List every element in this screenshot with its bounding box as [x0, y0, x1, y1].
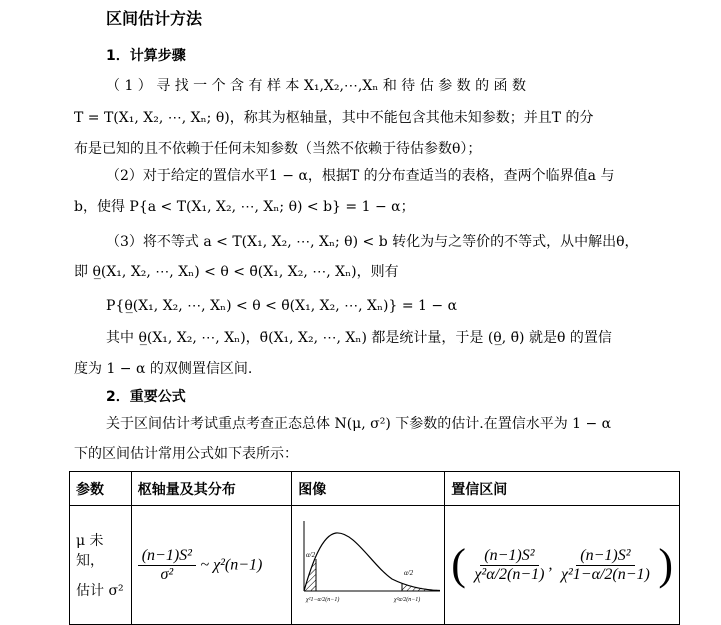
table-header-row — [70, 472, 680, 506]
cell-param — [70, 506, 132, 625]
interval-lower-denominator: χ²α/2(n−1) — [474, 565, 545, 583]
paragraph-line-7: 即 θ̲(X₁, X₂, ⋯, Xₙ) < θ < θ̄(X₁, X₂, ⋯, Xₙ)，则有 — [74, 264, 399, 280]
paragraph-line-3: 布是已知的且不依赖于任何未知参数（当然不依赖于待估参数θ）； — [74, 141, 482, 157]
cell-pivot — [131, 506, 292, 625]
header-pivot: 枢轴量及其分布 — [131, 472, 292, 506]
paragraph-line-6: （3）将不等式 a < T(X₁, X₂, ⋯, Xₙ; θ) < b 转化为与之等价的不等式，从中解出θ， — [106, 234, 639, 250]
param-line-2: 估计 σ² — [76, 583, 124, 599]
header-param: 参数 — [70, 472, 132, 506]
left-critical-value: χ²1−α/2(n−1) — [306, 597, 340, 603]
interval-upper-numerator: (n−1)S² — [576, 547, 634, 566]
pivot-numerator: (n−1)S² — [138, 547, 196, 566]
header-interval: 置信区间 — [445, 472, 680, 506]
interval-lower-numerator: (n−1)S² — [480, 547, 538, 566]
section-1-heading: 1．计算步骤 — [106, 48, 186, 64]
cell-interval: ( $\frac{\text{(n−1)S²}}{\text{χ²α/2(n−1)}}$ , $\frac{\text{(n−1)S²}}{\text{χ²1−α/2(n−1)}}$ ) — [445, 506, 680, 625]
density-curve — [304, 533, 440, 591]
formula-line: P{θ̲(X₁, X₂, ⋯, Xₙ) < θ < θ̄(X₁, X₂, ⋯, Xₙ)} = 1 − α — [106, 298, 458, 314]
param-line-1: μ 未知， — [76, 533, 104, 569]
paragraph-line-5: b，使得 P{a < T(X₁, X₂, ⋯, Xₙ; θ) < b} = 1 − α； — [74, 199, 415, 215]
paragraph-line-4: （2）对于给定的置信水平1 − α，根据T 的分布查适当的表格，查两个临界值a 与 — [106, 168, 615, 184]
page-title: 区间估计方法 — [106, 9, 203, 28]
section-2-line-1: 关于区间估计考试重点考查正态总体 N(μ, σ²) 下参数的估计.在置信水平为 1 − α — [106, 416, 612, 432]
interval-upper — [557, 547, 654, 584]
paragraph-line-1: （ 1 ） 寻 找 一 个 含 有 样 本 X₁,X₂,⋯,Xₙ 和 待 估 参 数 的 函 数 — [106, 78, 526, 94]
paragraph-line-8: 其中 θ̲(X₁, X₂, ⋯, Xₙ)，θ̄(X₁, X₂, ⋯, Xₙ) 都是统计量，于是 (θ̲, θ̄) 就是θ 的置信 — [106, 330, 612, 346]
pivot-fraction — [138, 547, 196, 584]
interval-upper-denominator: χ²1−α/2(n−1) — [560, 565, 650, 583]
chi-square-density-graph — [292, 513, 444, 613]
section-2-heading: 2．重要公式 — [106, 389, 186, 405]
interval-lower — [470, 547, 548, 584]
right-critical-value: χ²α/2(n−1) — [394, 597, 421, 603]
section-2-line-2: 下的区间估计常用公式如下表所示： — [74, 446, 298, 462]
paragraph-line-2: T = T(X₁, X₂, ⋯, Xₙ; θ)，称其为枢轴量，其中不能包含其他未知参数；并且T 的分 — [74, 110, 594, 126]
pivot-distribution: ~ χ²(n−1) — [200, 556, 263, 573]
paragraph-line-9: 度为 1 − α 的双侧置信区间. — [74, 361, 253, 377]
formula-table — [69, 471, 680, 625]
cell-graph — [292, 506, 445, 625]
header-graph: 图像 — [292, 472, 445, 506]
pivot-denominator: σ² — [160, 565, 174, 583]
left-alpha-label: α/2 — [306, 551, 316, 559]
right-alpha-label: α/2 — [404, 569, 414, 577]
table-row — [70, 506, 680, 625]
